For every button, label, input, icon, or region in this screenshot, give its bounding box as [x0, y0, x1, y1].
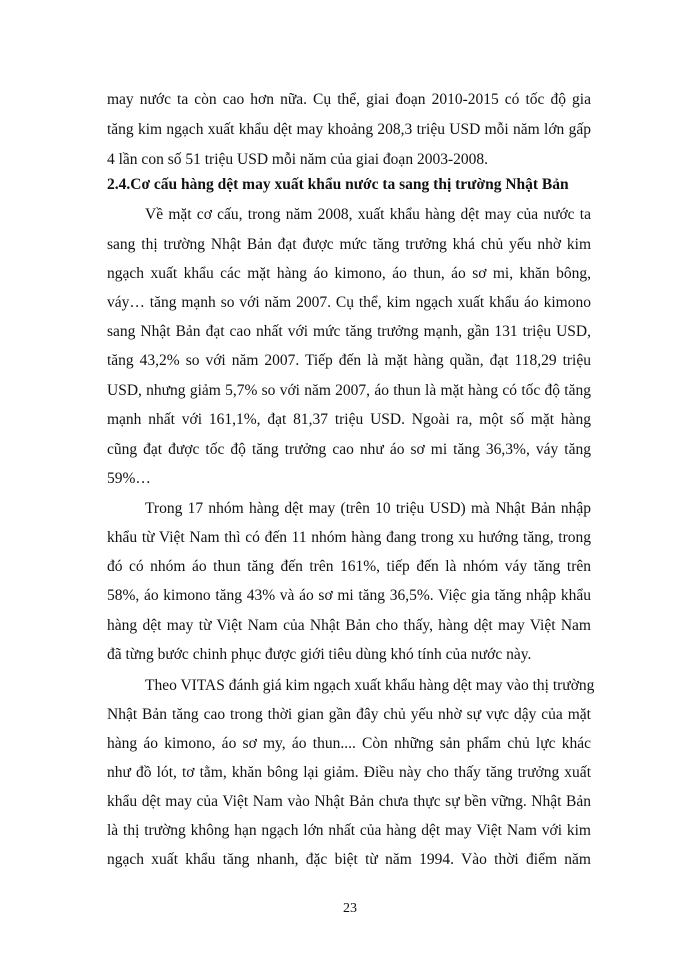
text-line: sang thị trường Nhật Bản đạt được mức tăng trưởng khá chủ yếu nhờ kim [107, 236, 591, 253]
text-line: khẩu dệt may của Việt Nam vào Nhật Bản chưa thực sự bền vững. Nhật Bản [107, 793, 591, 810]
text-line: Theo VITAS đánh giá kim ngạch xuất khẩu hàng dệt may vào thị trường [145, 677, 595, 694]
text-line: tăng 43,2% so với năm 2007. Tiếp đến là mặt hàng quần, đạt 118,29 triệu [107, 352, 591, 369]
text-line: hàng áo kimono, áo sơ my, áo thun.... Còn những sản phẩm chủ lực khác [107, 735, 591, 752]
page-number: 23 [343, 901, 357, 916]
text-line: mạnh nhất với 161,1%, đạt 81,37 triệu USD. Ngoài ra, một số mặt hàng [107, 411, 591, 428]
text-line: Về mặt cơ cấu, trong năm 2008, xuất khẩu hàng dệt may của nước ta [145, 206, 591, 223]
text-line: khẩu từ Việt Nam thì có đến 11 nhóm hàng đang trong xu hướng tăng, trong [107, 529, 591, 546]
text-line: may nước ta còn cao hơn nữa. Cụ thể, giai đoạn 2010-2015 có tốc độ gia [107, 91, 591, 108]
text-line: sang Nhật Bản đạt cao nhất với mức tăng trưởng mạnh, gần 131 triệu USD, [107, 323, 591, 340]
text-line: váy… tăng mạnh so với năm 2007. Cụ thể, kim ngạch xuất khẩu áo kimono [107, 294, 591, 311]
text-line: là thị trường không hạn ngạch lớn nhất của hàng dệt may Việt Nam với kim [107, 822, 591, 839]
text-line: đó có nhóm áo thun tăng đến trên 161%, tiếp đến là nhóm váy tăng trên [107, 558, 591, 575]
text-line: ngạch xuất khẩu tăng nhanh, đặc biệt từ năm 1994. Vào thời điểm năm [107, 851, 591, 868]
text-line: đã từng bước chinh phục được giới tiêu dùng khó tính của nước này. [107, 646, 532, 663]
text-line: 58%, áo kimono tăng 43% và áo sơ mi tăng 36,5%. Việc gia tăng nhập khẩu [107, 587, 591, 604]
text-line: Trong 17 nhóm hàng dệt may (trên 10 triệu USD) mà Nhật Bản nhập [145, 500, 591, 517]
text-line: USD, nhưng giảm 5,7% so với năm 2007, áo thun là mặt hàng có tốc độ tăng [107, 382, 591, 399]
text-line: Nhật Bản tăng cao trong thời gian gần đây chủ yếu nhờ sự vực dậy của mặt [107, 706, 591, 723]
text-line: ngạch xuất khẩu các mặt hàng áo kimono, áo thun, áo sơ mi, khăn bông, [107, 265, 591, 282]
text-line: như đồ lót, tơ tằm, khăn bông lại giảm. Điều này cho thấy tăng trưởng xuất [107, 764, 591, 781]
section-heading: 2.4.Cơ cấu hàng dệt may xuất khẩu nước ta sang thị trường Nhật Bản [107, 176, 569, 193]
text-line: 59%… [107, 470, 151, 487]
text-line: tăng kim ngạch xuất khẩu dệt may khoảng 208,3 triệu USD mỗi năm lớn gấp [107, 121, 591, 138]
text-line: cũng đạt được tốc độ tăng trưởng cao như áo sơ mi tăng 36,3%, váy tăng [107, 441, 591, 458]
text-line: 4 lần con số 51 triệu USD mỗi năm của giai đoạn 2003-2008. [107, 151, 488, 168]
text-line: hàng dệt may từ Việt Nam của Nhật Bản cho thấy, hàng dệt may Việt Nam [107, 617, 591, 634]
